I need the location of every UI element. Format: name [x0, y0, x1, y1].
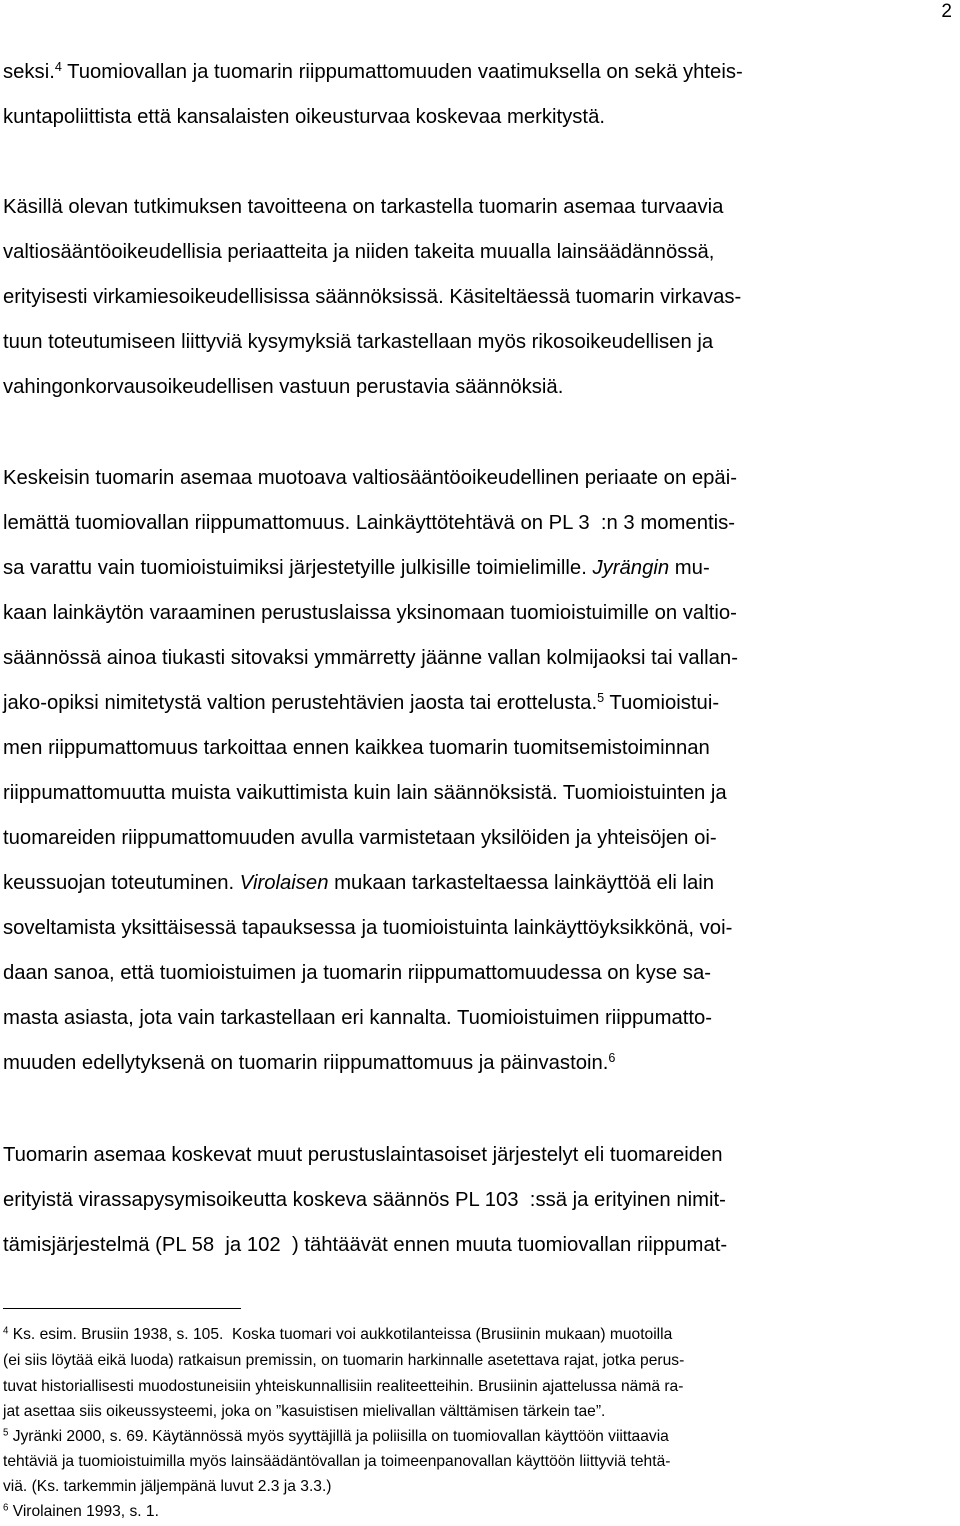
body-line: tuun toteutumiseen liittyviä kysymyksiä tarkastellaan myös rikosoikeudellisen ja	[3, 331, 714, 353]
body-line: muuden edellytyksenä on tuomarin riippumattomuus ja päinvastoin.$^6$	[3, 1051, 616, 1074]
footnote-line: $^6$ Virolainen 1993, s. 1.	[3, 1502, 159, 1520]
body-line: vahingonkorvausoikeudellisen vastuun perustavia säännöksiä.	[3, 376, 564, 398]
body-line: tämisjärjestelmä (PL 58 ja 102 ) tähtäävät ennen muuta tuomiovallan riippumat-	[3, 1234, 728, 1256]
body-line: tuomareiden riippumattomuuden avulla varmistetaan yksilöiden ja yhteisöjen oi-	[3, 827, 717, 849]
footnote-line: viä. (Ks. tarkemmin jäljempänä luvut 2.3 ja 3.3.)	[3, 1478, 332, 1495]
body-line: sa varattu vain tuomioistuimiksi järjestetyille julkisille toimielimille. Jyrängin mu-	[3, 557, 710, 579]
body-line: valtiosääntöoikeudellisia periaatteita ja niiden takeita muualla lainsäädännössä,	[3, 241, 715, 263]
body-line: Käsillä olevan tutkimuksen tavoitteena on tarkastella tuomarin asemaa turvaavia	[3, 196, 724, 218]
footnote-line: $^5$ Jyränki 2000, s. 69. Käytännössä myös syyttäjillä ja poliisilla on tuomiovallan käyttöön viittaavia	[3, 1427, 669, 1445]
body-line: kuntapoliittista että kansalaisten oikeusturvaa koskevaa merkitystä.	[3, 106, 605, 128]
body-line: keussuojan toteutuminen. Virolaisen mukaan tarkasteltaessa lainkäyttöä eli lain	[3, 872, 715, 894]
body-line: Keskeisin tuomarin asemaa muotoava valtiosääntöoikeudellinen periaate on epäi-	[3, 467, 737, 489]
footnote-line: jat asettaa siis oikeussysteemi, joka on ”kasuistisen mielivallan välttämisen tärkein tae”.	[3, 1403, 606, 1420]
body-line: säännössä ainoa tiukasti sitovaksi ymmärretty jäänne vallan kolmijaoksi tai vallan-	[3, 647, 738, 669]
footnote-line: (ei siis löytää eikä luoda) ratkaisun premissin, on tuomarin harkinnalle asetettava rajat, jotka perus-	[3, 1352, 685, 1369]
body-line: masta asiasta, jota vain tarkastellaan eri kannalta. Tuomioistuimen riippumatto-	[3, 1007, 713, 1029]
body-line: erityisesti virkamiesoikeudellisissa säännöksissä. Käsiteltäessä tuomarin virkavas-	[3, 286, 742, 308]
footnote-line: tuvat historiallisesti muodostuneisiin yhteiskunnallisiin realiteetteihin. Brusiinin ajattelussa nämä ra-	[3, 1378, 684, 1395]
footnote-separator	[3, 1308, 241, 1309]
body-line: men riippumattomuus tarkoittaa ennen kaikkea tuomarin tuomitsemistoiminnan	[3, 737, 710, 759]
body-line: Tuomarin asemaa koskevat muut perustuslaintasoiset järjestelyt eli tuomareiden	[3, 1144, 723, 1166]
body-line: soveltamista yksittäisessä tapauksessa ja tuomioistuinta lainkäyttöyksikkönä, voi-	[3, 917, 733, 939]
body-line: seksi.$^4$ Tuomiovallan ja tuomarin riippumattomuuden vaatimuksella on sekä yhteis-	[3, 60, 743, 83]
body-line: jako-opiksi nimitetystä valtion perustehtävien jaosta tai erottelusta.$^5$ Tuomioistui-	[3, 691, 720, 714]
body-line: daan sanoa, että tuomioistuimen ja tuomarin riippumattomuudessa on kyse sa-	[3, 962, 711, 984]
body-line: erityistä virassapysymisoikeutta koskeva säännös PL 103 :ssä ja erityinen nimit-	[3, 1189, 726, 1211]
body-line: kaan lainkäytön varaaminen perustuslaissa yksinomaan tuomioistuimille on valtio-	[3, 602, 737, 624]
footnote-line: $^4$ Ks. esim. Brusiin 1938, s. 105. Koska tuomari voi aukkotilanteissa (Brusiinin mukaan) muotoilla	[3, 1325, 673, 1343]
body-line: lemättä tuomiovallan riippumattomuus. Lainkäyttötehtävä on PL 3 :n 3 momentis-	[3, 512, 736, 534]
page-number: 2	[941, 1, 952, 22]
footnote-line: tehtäviä ja tuomioistuimilla myös lainsäädäntövallan ja toimeenpanovallan käyttöön liittyviä tehtä-	[3, 1453, 671, 1470]
body-line: riippumattomuutta muista vaikuttimista kuin lain säännöksistä. Tuomioistuinten ja	[3, 782, 727, 804]
